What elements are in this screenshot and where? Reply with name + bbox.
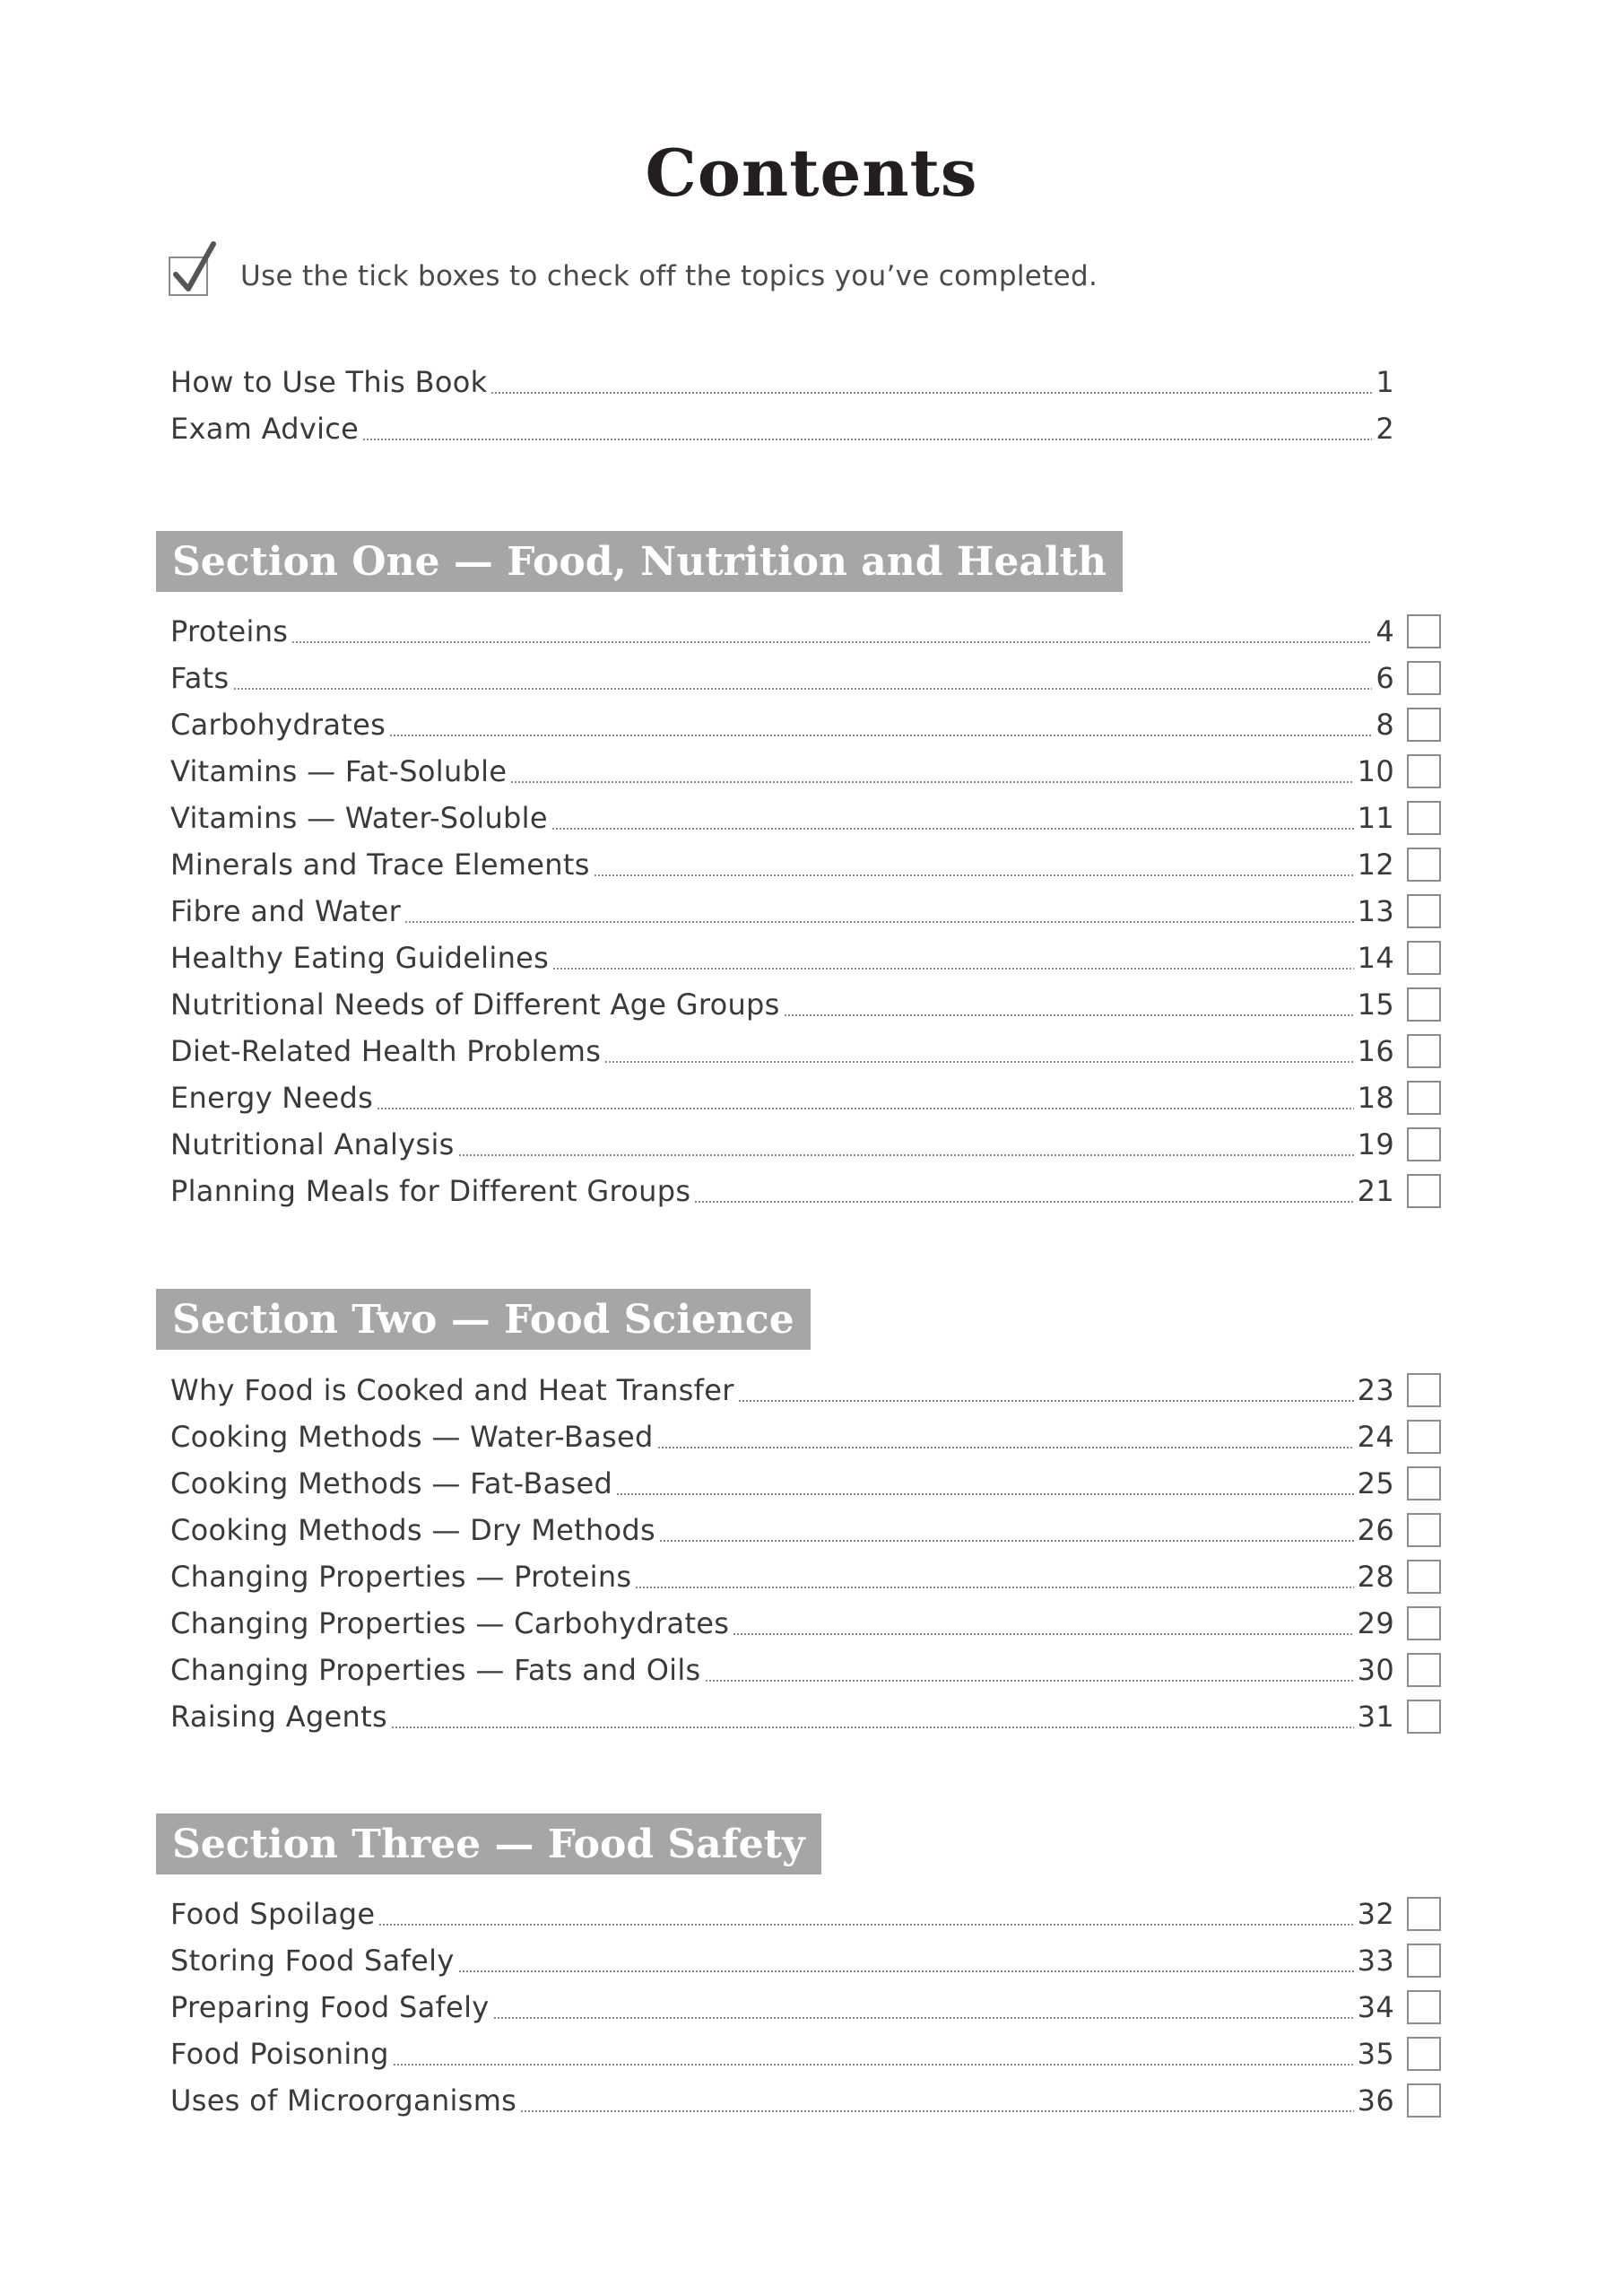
toc-entry-label: Uses of Microorganisms — [170, 2083, 517, 2118]
toc-entry-label: Changing Properties — Proteins — [170, 1560, 632, 1594]
toc-entry-page: 12 — [1357, 848, 1394, 882]
toc-entry[interactable] — [170, 359, 1394, 405]
dot-leader — [551, 828, 1354, 830]
toc-entry-label: Fibre and Water — [170, 894, 402, 928]
toc-entry[interactable] — [170, 888, 1394, 935]
toc-entry-page: 4 — [1376, 614, 1394, 648]
tick-box[interactable] — [1407, 801, 1441, 835]
tick-box[interactable] — [1407, 848, 1441, 882]
toc-entry-label: Preparing Food Safely — [170, 1990, 490, 2024]
tick-box[interactable] — [1407, 2083, 1441, 2118]
toc-entry-page: 11 — [1357, 801, 1394, 835]
toc-entry[interactable] — [170, 1937, 1394, 1984]
toc-entry-page: 24 — [1357, 1420, 1394, 1454]
toc-entry[interactable] — [170, 2077, 1394, 2124]
toc-entry[interactable] — [170, 748, 1394, 795]
tick-box[interactable] — [1407, 1466, 1441, 1500]
toc-entry-label: Storing Food Safely — [170, 1944, 455, 1978]
toc-entry-page: 6 — [1376, 661, 1394, 695]
section-three-header — [156, 1813, 821, 1874]
toc-entry-page: 21 — [1357, 1174, 1394, 1208]
toc-entry-label: Nutritional Analysis — [170, 1127, 455, 1161]
toc-entry-page: 13 — [1357, 894, 1394, 928]
toc-entry-page: 36 — [1357, 2083, 1394, 2118]
intro-instruction — [169, 249, 1098, 303]
section-two-header — [156, 1289, 811, 1350]
tick-box[interactable] — [1407, 754, 1441, 788]
toc-entry[interactable] — [170, 841, 1394, 888]
toc-entry-page: 1 — [1376, 365, 1394, 399]
toc-entry-label: Diet-Related Health Problems — [170, 1034, 602, 1068]
example-tick-box — [169, 257, 208, 296]
dot-leader — [520, 2110, 1354, 2112]
toc-entry[interactable] — [170, 981, 1394, 1028]
tick-box[interactable] — [1407, 894, 1441, 928]
toc-entry-page: 30 — [1357, 1653, 1394, 1687]
dot-leader — [378, 1924, 1353, 1926]
tick-box[interactable] — [1407, 1174, 1441, 1208]
toc-entry-page: 26 — [1357, 1513, 1394, 1547]
toc-entry-label: Healthy Eating Guidelines — [170, 941, 550, 975]
toc-entry-label: Fats — [170, 661, 230, 695]
section-title: Section Two — Food Science — [172, 1296, 794, 1343]
dot-leader — [784, 1014, 1354, 1016]
checkmark-icon — [169, 239, 221, 298]
toc-entry-page: 8 — [1376, 708, 1394, 742]
dot-leader — [458, 1154, 1354, 1156]
section-three-list — [170, 1891, 1394, 2124]
tick-box[interactable] — [1407, 1700, 1441, 1734]
toc-entry-label: Carbohydrates — [170, 708, 386, 742]
tick-box[interactable] — [1407, 1127, 1441, 1161]
tick-box[interactable] — [1407, 1081, 1441, 1115]
toc-entry[interactable] — [170, 1074, 1394, 1121]
toc-entry-page: 18 — [1357, 1081, 1394, 1115]
toc-entry-page: 14 — [1357, 941, 1394, 975]
tick-box[interactable] — [1407, 2037, 1441, 2071]
toc-entry[interactable] — [170, 1367, 1394, 1413]
toc-entry[interactable] — [170, 1647, 1394, 1693]
tick-box[interactable] — [1407, 1513, 1441, 1547]
dot-leader — [659, 1540, 1354, 1542]
toc-entry[interactable] — [170, 935, 1394, 981]
toc-entry[interactable] — [170, 1507, 1394, 1553]
toc-entry-page: 35 — [1357, 2037, 1394, 2071]
tick-box[interactable] — [1407, 1944, 1441, 1978]
toc-entry-label: Exam Advice — [170, 412, 360, 446]
toc-entry-page: 10 — [1357, 754, 1394, 788]
dot-leader — [393, 2064, 1354, 2066]
toc-entry-page: 23 — [1357, 1373, 1394, 1407]
tick-box[interactable] — [1407, 1897, 1441, 1931]
toc-entry[interactable] — [170, 608, 1394, 655]
toc-entry[interactable] — [170, 1984, 1394, 2031]
toc-entry[interactable] — [170, 1028, 1394, 1074]
section-one-list — [170, 608, 1394, 1214]
dot-leader — [233, 688, 1373, 690]
tick-box[interactable] — [1407, 614, 1441, 648]
toc-entry-label: Minerals and Trace Elements — [170, 848, 590, 882]
dot-leader — [657, 1447, 1354, 1448]
toc-entry-label: Cooking Methods — Dry Methods — [170, 1513, 656, 1547]
toc-entry-page: 16 — [1357, 1034, 1394, 1068]
tick-box[interactable] — [1407, 1034, 1441, 1068]
tick-box[interactable] — [1407, 661, 1441, 695]
toc-entry-label: Cooking Methods — Fat-Based — [170, 1466, 613, 1500]
toc-entry[interactable] — [170, 1168, 1394, 1214]
toc-entry[interactable] — [170, 1413, 1394, 1460]
tick-box[interactable] — [1407, 1606, 1441, 1640]
tick-box[interactable] — [1407, 1420, 1441, 1454]
tick-box[interactable] — [1407, 1653, 1441, 1687]
tick-box[interactable] — [1407, 1560, 1441, 1594]
tick-box[interactable] — [1407, 1373, 1441, 1407]
toc-entry[interactable] — [170, 1121, 1394, 1168]
dot-leader — [391, 1726, 1354, 1728]
dot-leader — [694, 1201, 1353, 1203]
tick-box[interactable] — [1407, 941, 1441, 975]
toc-entry-page: 19 — [1357, 1127, 1394, 1161]
dot-leader — [458, 1970, 1354, 1972]
dot-leader — [490, 392, 1372, 394]
dot-leader — [291, 641, 1372, 643]
section-one-header — [156, 531, 1123, 592]
page-title: Contents — [645, 135, 978, 211]
toc-entry-label: Vitamins — Water-Soluble — [170, 801, 548, 835]
toc-entry-label: Why Food is Cooked and Heat Transfer — [170, 1373, 734, 1407]
toc-entry-label: Food Spoilage — [170, 1897, 376, 1931]
toc-entry-label: Nutritional Needs of Different Age Groups — [170, 987, 780, 1022]
dot-leader — [552, 968, 1354, 970]
toc-entry-page: 33 — [1357, 1944, 1394, 1978]
toc-entry[interactable] — [170, 795, 1394, 841]
section-title: Section Three — Food Safety — [172, 1821, 805, 1867]
toc-entry[interactable] — [170, 1891, 1394, 1937]
toc-entry[interactable] — [170, 701, 1394, 748]
toc-entry-label: Raising Agents — [170, 1700, 387, 1734]
toc-entry[interactable] — [170, 2031, 1394, 2077]
toc-entry[interactable] — [170, 405, 1394, 452]
dot-leader — [594, 874, 1354, 876]
tick-box[interactable] — [1407, 708, 1441, 742]
toc-entry[interactable] — [170, 1553, 1394, 1600]
toc-entry-page: 28 — [1357, 1560, 1394, 1594]
tick-box[interactable] — [1407, 987, 1441, 1022]
dot-leader — [362, 439, 1372, 440]
toc-entry[interactable] — [170, 1460, 1394, 1507]
dot-leader — [635, 1587, 1353, 1588]
intro-text: Use the tick boxes to check off the topics you’ve completed. — [240, 260, 1098, 292]
toc-entry-label: Cooking Methods — Water-Based — [170, 1420, 654, 1454]
dot-leader — [616, 1493, 1354, 1495]
toc-entry-page: 2 — [1376, 412, 1394, 446]
toc-entry-page: 15 — [1357, 987, 1394, 1022]
dot-leader — [738, 1400, 1354, 1402]
dot-leader — [705, 1680, 1354, 1682]
front-matter-list — [170, 359, 1394, 452]
toc-entry-label: Vitamins — Fat-Soluble — [170, 754, 508, 788]
toc-entry-page: 34 — [1357, 1990, 1394, 2024]
dot-leader — [733, 1633, 1353, 1635]
toc-entry-page: 32 — [1357, 1897, 1394, 1931]
dot-leader — [404, 921, 1354, 923]
section-title: Section One — Food, Nutrition and Health — [172, 538, 1107, 585]
toc-entry[interactable] — [170, 1693, 1394, 1740]
toc-entry[interactable] — [170, 1600, 1394, 1647]
toc-entry-page: 31 — [1357, 1700, 1394, 1734]
tick-box[interactable] — [1407, 1990, 1441, 2024]
section-two-list — [170, 1367, 1394, 1740]
toc-entry-label: Proteins — [170, 614, 289, 648]
toc-entry[interactable] — [170, 655, 1394, 701]
toc-entry-page: 29 — [1357, 1606, 1394, 1640]
dot-leader — [389, 735, 1372, 736]
toc-entry-label: Food Poisoning — [170, 2037, 389, 2071]
toc-entry-page: 25 — [1357, 1466, 1394, 1500]
dot-leader — [493, 2017, 1354, 2019]
dot-leader — [510, 781, 1353, 783]
toc-entry-label: Changing Properties — Carbohydrates — [170, 1606, 730, 1640]
toc-entry-label: Changing Properties — Fats and Oils — [170, 1653, 701, 1687]
toc-entry-label: Planning Meals for Different Groups — [170, 1174, 691, 1208]
toc-entry-label: Energy Needs — [170, 1081, 374, 1115]
toc-entry-label: How to Use This Book — [170, 365, 488, 399]
dot-leader — [604, 1061, 1354, 1063]
dot-leader — [377, 1108, 1354, 1109]
